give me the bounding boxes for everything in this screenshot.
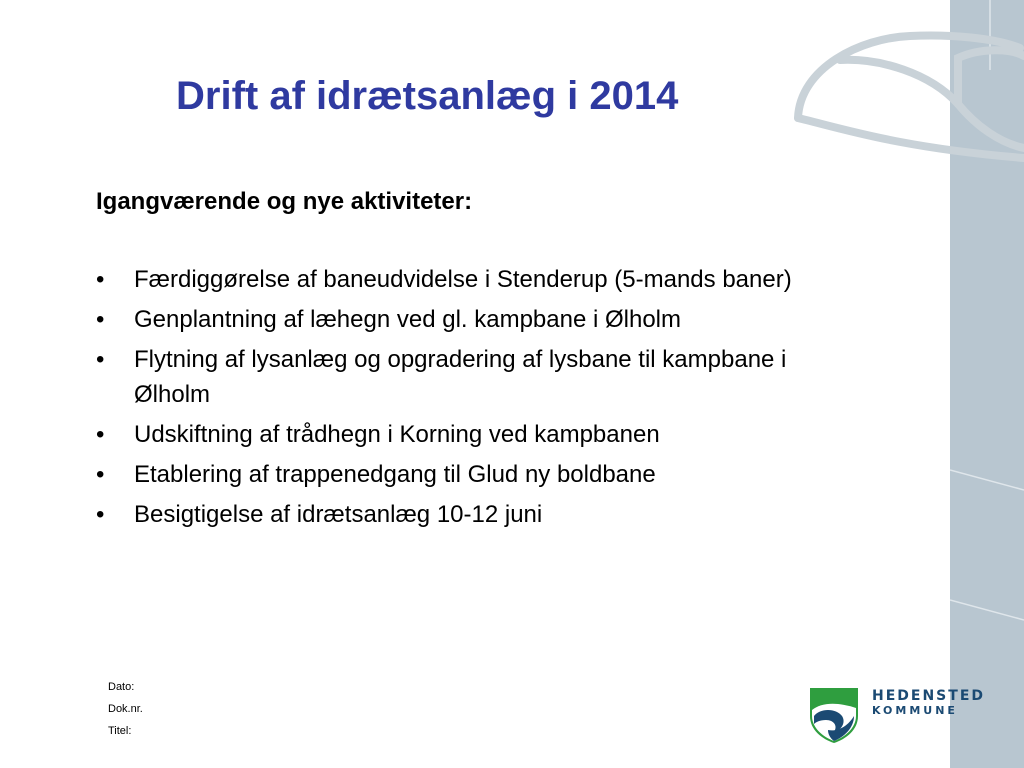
bullet-icon: • xyxy=(96,421,105,448)
footer-doc-label: Dok.nr. xyxy=(108,703,143,715)
bullet-text: Udskiftning af trådhegn i Korning ved kampbanen xyxy=(134,421,660,448)
logo-name: HEDENSTED xyxy=(872,688,985,704)
list-item xyxy=(96,457,836,492)
bullet-text: Genplantning af læhegn ved gl. kampbane i Ølholm xyxy=(134,306,682,333)
hedensted-emblem-watermark-icon xyxy=(780,18,1024,168)
list-item xyxy=(96,302,836,337)
hedensted-shield-icon xyxy=(808,686,860,744)
bullet-icon: • xyxy=(96,346,105,373)
list-item xyxy=(96,262,836,297)
logo-subname: KOMMUNE xyxy=(872,704,958,717)
list-item xyxy=(96,342,836,412)
bullet-icon: • xyxy=(96,501,105,528)
slide-subtitle: Igangværende og nye aktiviteter: xyxy=(96,188,473,215)
footer-fields xyxy=(108,676,143,742)
bullet-icon: • xyxy=(96,461,105,488)
bullet-text: Besigtigelse af idrætsanlæg 10-12 juni xyxy=(134,501,543,528)
bullet-list xyxy=(96,262,836,537)
footer-date-label: Dato: xyxy=(108,681,135,693)
footer-title-label: Titel: xyxy=(108,725,132,737)
slide-title: Drift af idrætsanlæg i 2014 xyxy=(176,74,679,118)
bullet-icon: • xyxy=(96,306,105,333)
list-item xyxy=(96,417,836,452)
bullet-icon: • xyxy=(96,266,105,293)
bullet-text: Etablering af trappenedgang til Glud ny boldbane xyxy=(134,461,656,488)
bullet-text: Flytning af lysanlæg og opgradering af lysbane til kampbane i Ølholm xyxy=(134,346,787,408)
bullet-text: Færdiggørelse af baneudvidelse i Stenderup (5-mands baner) xyxy=(134,266,792,293)
hedensted-logo xyxy=(808,686,1008,746)
list-item xyxy=(96,497,836,532)
